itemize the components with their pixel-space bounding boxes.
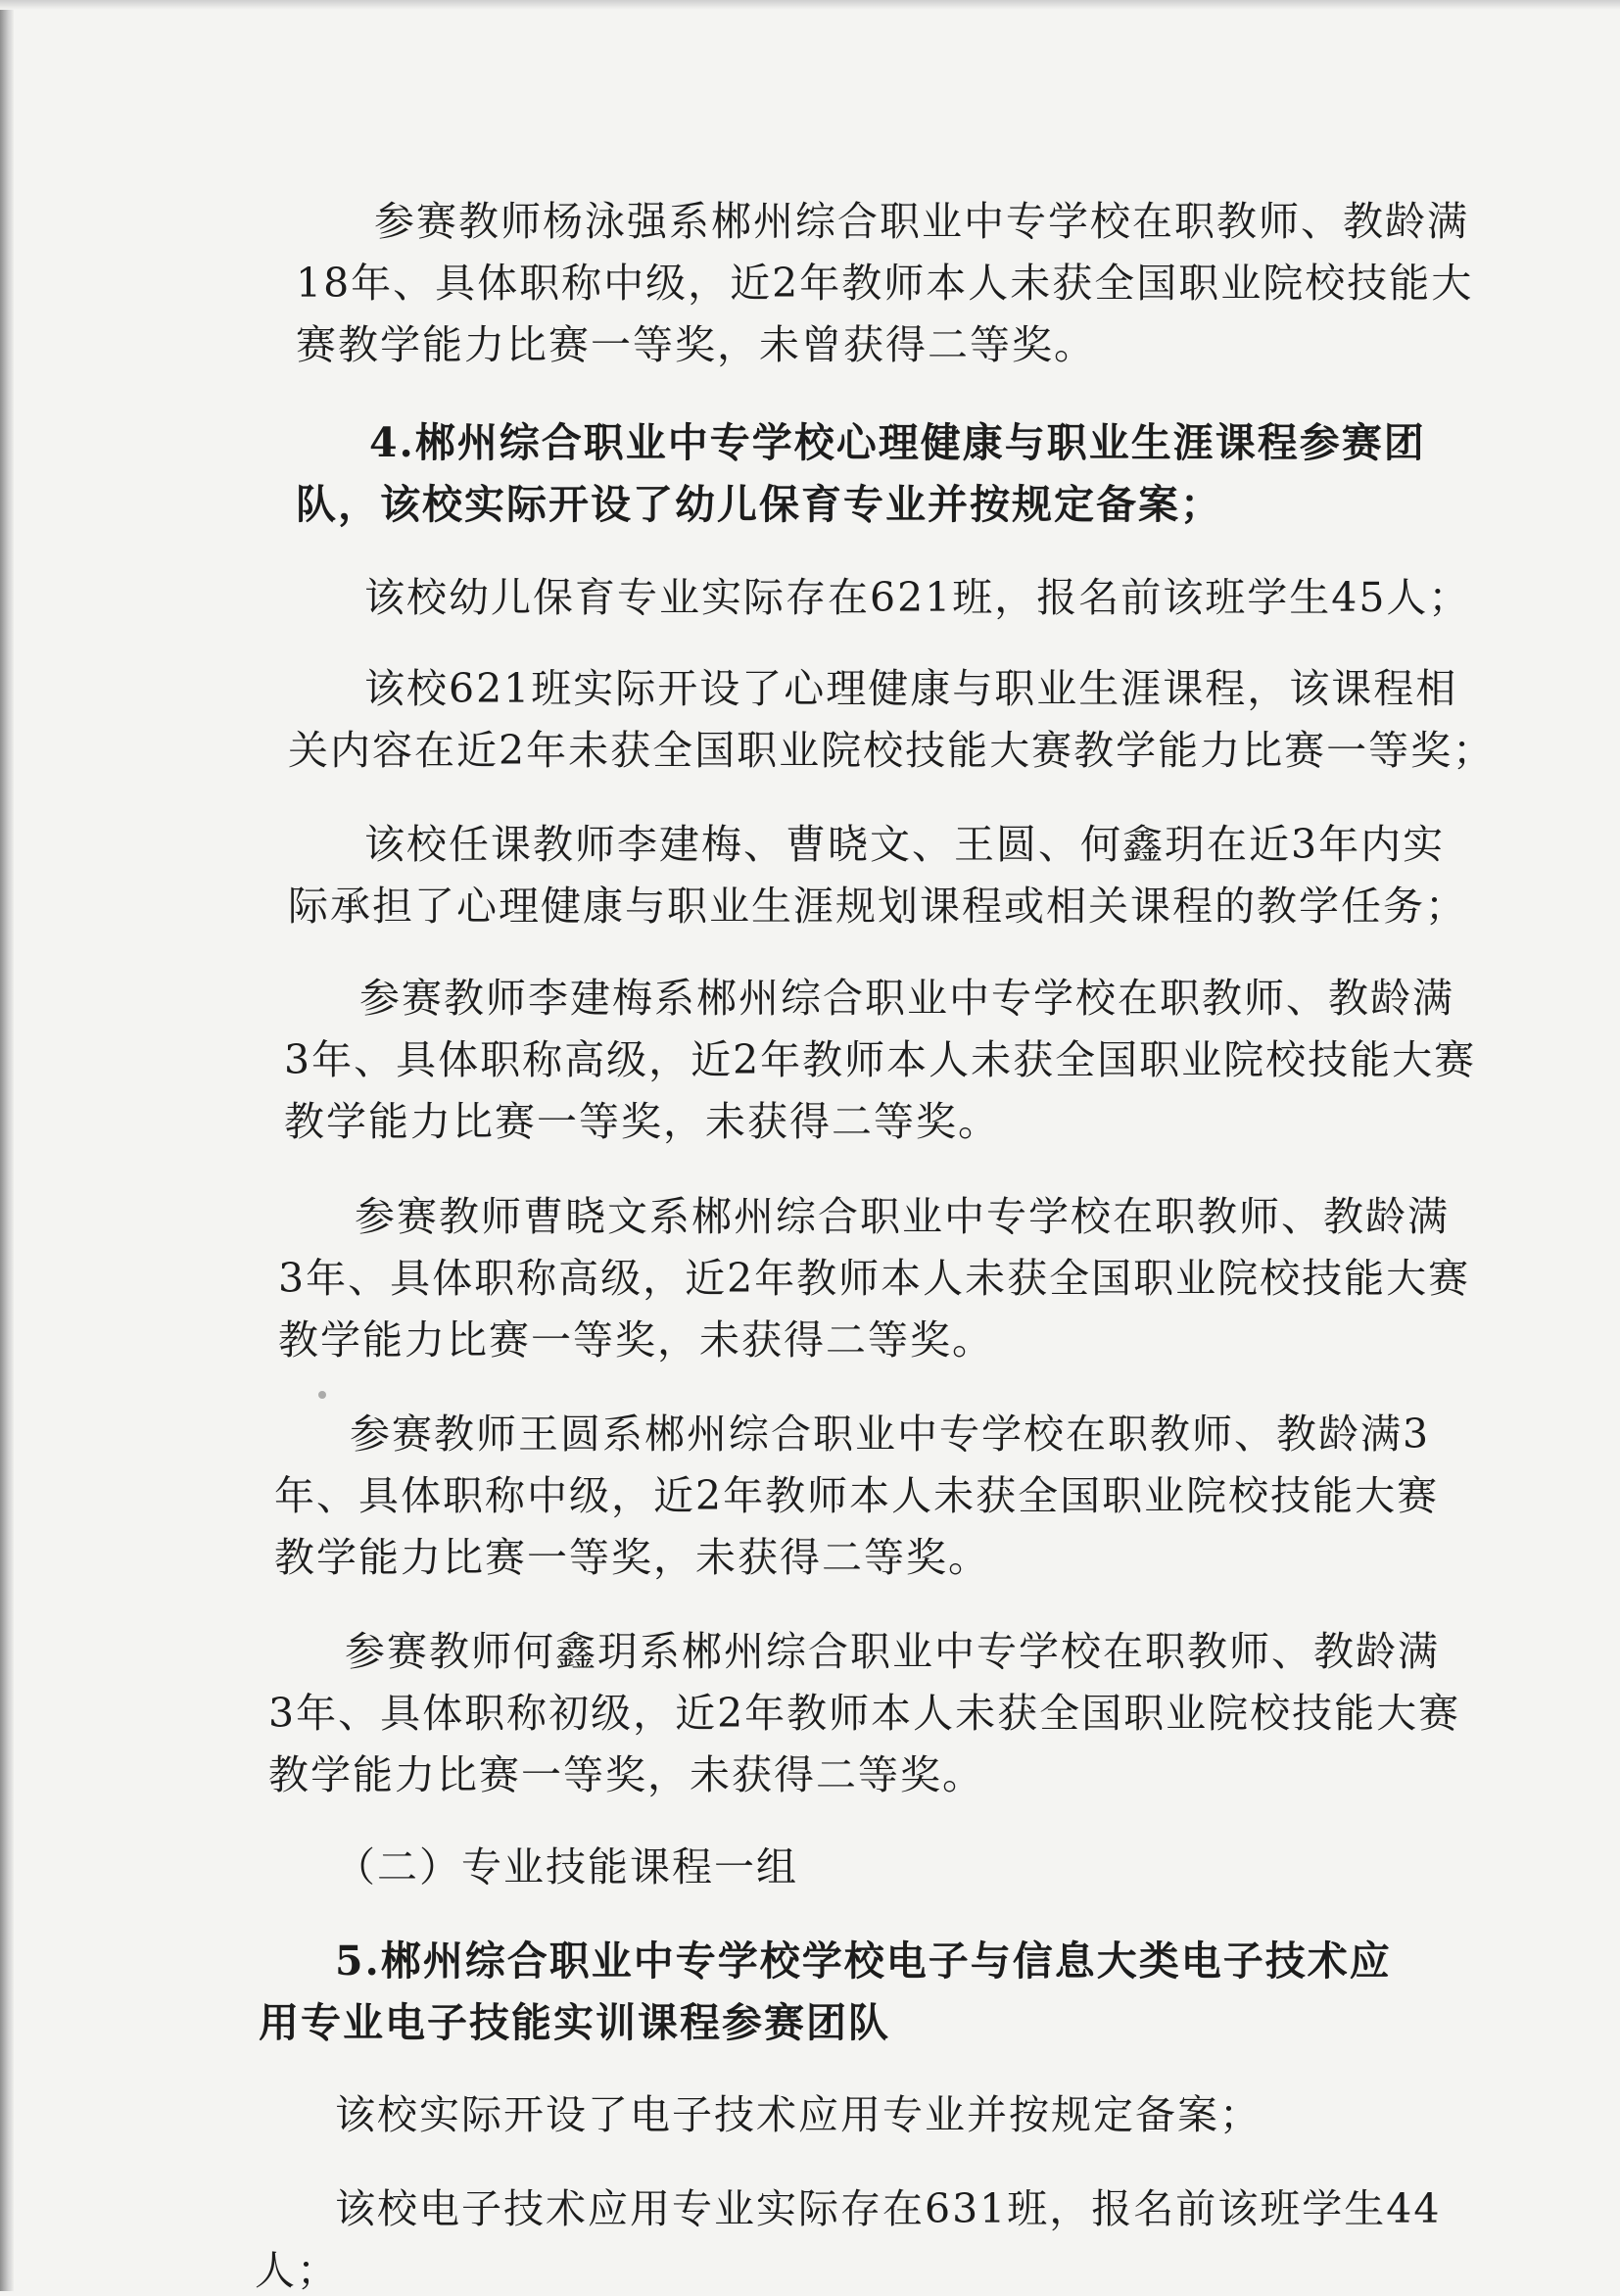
paragraph-line: 赛教学能力比赛一等奖，未曾获得二等奖。 (296, 321, 1096, 368)
paragraph-line: 际承担了心理健康与职业生涯规划课程或相关课程的教学任务； (288, 883, 1467, 930)
paragraph-line: 该校电子技术应用专业实际存在631班，报名前该班学生44 (335, 2185, 1442, 2232)
paragraph-line: 参赛教师李建梅系郴州综合职业中专学校在职教师、教龄满 (359, 975, 1454, 1022)
section-heading-5-cont: 用专业电子技能实训课程参赛团队 (259, 1999, 890, 2046)
paragraph-line: 参赛教师杨泳强系郴州综合职业中专学校在职教师、教龄满 (374, 198, 1469, 245)
section-heading-4-cont: 队，该校实际开设了幼儿保育专业并按规定备案； (296, 481, 1222, 528)
paragraph-line: 人； (255, 2247, 339, 2294)
section-heading-4: 4.郴州综合职业中专学校心理健康与职业生涯课程参赛团 (369, 419, 1426, 466)
paragraph-line: 该校任课教师李建梅、曹晓文、王圆、何鑫玥在近3年内实 (364, 821, 1446, 868)
scan-shadow-top (0, 0, 1620, 10)
paragraph-line: 参赛教师曹晓文系郴州综合职业中专学校在职教师、教龄满 (355, 1193, 1450, 1240)
paragraph-line: 参赛教师何鑫玥系郴州综合职业中专学校在职教师、教龄满 (345, 1628, 1440, 1675)
paragraph-line: 3年、具体职称高级，近2年教师本人未获全国职业院校技能大赛 (284, 1036, 1477, 1083)
paragraph-line: 18年、具体职称中级，近2年教师本人未获全国职业院校技能大 (296, 260, 1474, 307)
scan-speck (318, 1391, 326, 1399)
paragraph-line: 教学能力比赛一等奖，未获得二等奖。 (278, 1316, 994, 1363)
subsection-heading: （二）专业技能课程一组 (335, 1843, 798, 1890)
paragraph-line: 年、具体职称中级，近2年教师本人未获全国职业院校技能大赛 (274, 1472, 1440, 1519)
paragraph-line: 教学能力比赛一等奖，未获得二等奖。 (284, 1098, 1000, 1145)
paragraph-line: 该校幼儿保育专业实际存在621班，报名前该班学生45人； (364, 574, 1471, 621)
paragraph-line: 教学能力比赛一等奖，未获得二等奖。 (268, 1751, 984, 1798)
paragraph-line: 3年、具体职称高级，近2年教师本人未获全国职业院校技能大赛 (278, 1255, 1471, 1302)
paragraph-line: 教学能力比赛一等奖，未获得二等奖。 (274, 1534, 990, 1581)
paragraph-line: 该校实际开设了电子技术应用专业并按规定备案； (335, 2091, 1262, 2138)
paragraph-line: 关内容在近2年未获全国职业院校技能大赛教学能力比赛一等奖； (288, 727, 1496, 774)
scan-shadow-left (0, 0, 14, 2291)
paragraph-line: 该校621班实际开设了心理健康与职业生涯课程，该课程相 (364, 665, 1458, 712)
paragraph-line: 3年、具体职称初级，近2年教师本人未获全国职业院校技能大赛 (268, 1690, 1461, 1737)
section-heading-5: 5.郴州综合职业中专学校学校电子与信息大类电子技术应 (335, 1937, 1392, 1985)
paragraph-line: 参赛教师王圆系郴州综合职业中专学校在职教师、教龄满3 (350, 1411, 1431, 1458)
